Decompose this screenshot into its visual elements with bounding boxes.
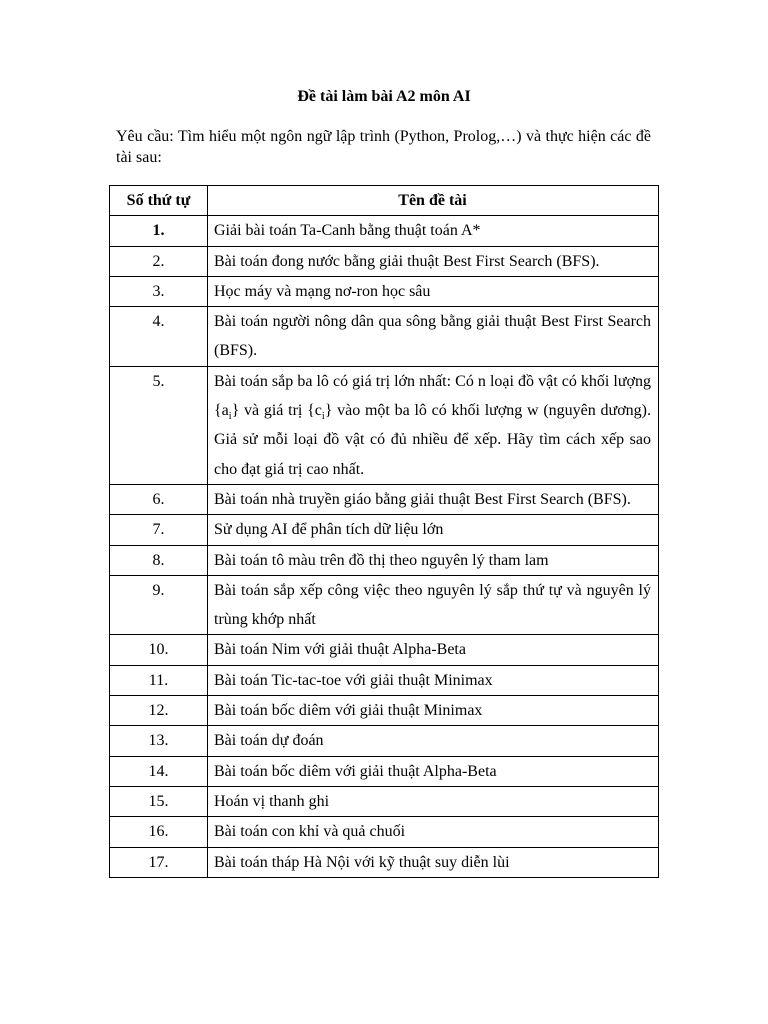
table-row: [110, 307, 659, 367]
row-number: 9.: [110, 575, 208, 635]
subscript-i: i: [228, 411, 232, 423]
row-title: Bài toán dự đoán: [208, 726, 659, 756]
table-row: [110, 635, 659, 665]
row-title-part: } vào một ba lô có khối lượng w (nguyên dương). Giả sử mỗi loại đồ vật có đủ nhiều để xếp. Hãy tìm cách xếp sao cho đạt giá trị cao nhất.: [214, 402, 651, 478]
row-number: 2.: [110, 246, 208, 276]
row-number: 12.: [110, 696, 208, 726]
table-row: [110, 756, 659, 786]
table-row: [110, 276, 659, 306]
row-title: Bài toán Nim với giải thuật Alpha-Beta: [208, 635, 659, 665]
row-number: 1.: [110, 216, 208, 246]
table-row: [110, 726, 659, 756]
table-row: [110, 817, 659, 847]
table-row: [110, 786, 659, 816]
table-header-row: [110, 186, 659, 216]
row-title: Bài toán nhà truyền giáo bằng giải thuật Best First Search (BFS).: [208, 484, 659, 514]
row-title-part: } và giá trị {c: [231, 402, 322, 420]
subscript-i: i: [321, 411, 325, 423]
row-title: Sử dụng AI để phân tích dữ liệu lớn: [208, 515, 659, 545]
row-title: Bài toán sắp xếp công việc theo nguyên lý sắp thứ tự và nguyên lý trùng khớp nhất: [208, 575, 659, 635]
row-title: [208, 366, 659, 484]
row-number: 15.: [110, 786, 208, 816]
row-number: 3.: [110, 276, 208, 306]
table-row: [110, 246, 659, 276]
row-number: 6.: [110, 484, 208, 514]
row-number: 16.: [110, 817, 208, 847]
row-title: Bài toán tô màu trên đồ thị theo nguyên lý tham lam: [208, 545, 659, 575]
table-row: [110, 696, 659, 726]
row-number: 7.: [110, 515, 208, 545]
row-number: 14.: [110, 756, 208, 786]
topics-table: [109, 185, 659, 878]
table-row: [110, 515, 659, 545]
row-title: Bài toán người nông dân qua sông bằng giải thuật Best First Search (BFS).: [208, 307, 659, 367]
table-row: [110, 484, 659, 514]
table-row: [110, 216, 659, 246]
row-title: Bài toán tháp Hà Nội với kỹ thuật suy diễn lùi: [208, 847, 659, 877]
requirement-text: Yêu cầu: Tìm hiểu một ngôn ngữ lập trình (Python, Prolog,…) và thực hiện các đề tài sau:: [116, 128, 651, 166]
row-title: Bài toán đong nước bằng giải thuật Best First Search (BFS).: [208, 246, 659, 276]
row-number: 11.: [110, 665, 208, 695]
row-number: 13.: [110, 726, 208, 756]
row-title: Bài toán con khỉ và quả chuối: [208, 817, 659, 847]
row-title: Bài toán Tic-tac-toe với giải thuật Minimax: [208, 665, 659, 695]
row-number: 17.: [110, 847, 208, 877]
row-title: Hoán vị thanh ghi: [208, 786, 659, 816]
row-title: Bài toán bốc diêm với giải thuật Alpha-Beta: [208, 756, 659, 786]
table-row: [110, 545, 659, 575]
table-row: [110, 366, 659, 484]
table-row: [110, 575, 659, 635]
row-title: Bài toán bốc diêm với giải thuật Minimax: [208, 696, 659, 726]
row-title: Học máy và mạng nơ-ron học sâu: [208, 276, 659, 306]
header-number: Số thứ tự: [110, 186, 208, 216]
row-title: Giải bài toán Ta-Canh bằng thuật toán A*: [208, 216, 659, 246]
row-number: 10.: [110, 635, 208, 665]
row-number: 5.: [110, 366, 208, 484]
row-number: 8.: [110, 545, 208, 575]
table-row: [110, 665, 659, 695]
table-row: [110, 847, 659, 877]
row-number: 4.: [110, 307, 208, 367]
document-title: Đề tài làm bài A2 môn AI: [297, 88, 471, 105]
row-title-part: Bài toán sắp ba lô có giá trị lớn nhất: Có n loại đồ vật có khối lượng {a: [214, 372, 651, 420]
header-title: Tên đề tài: [208, 186, 659, 216]
